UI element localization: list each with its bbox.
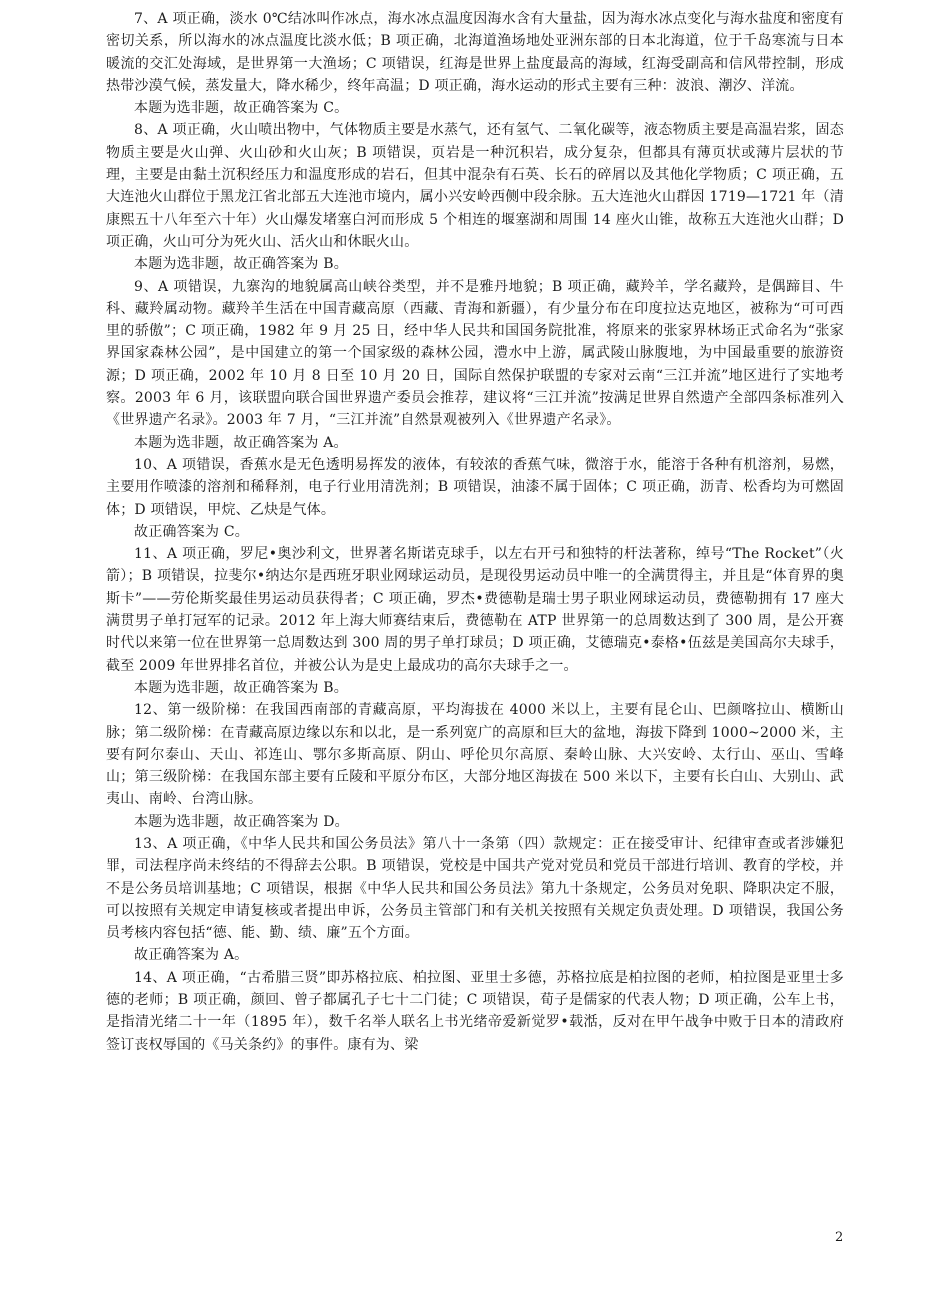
answer-line-q9: 本题为选非题，故正确答案为 A。 [134,434,348,451]
explanation-q13: 13、A 项正确，《中华人民共和国公务员法》第八十一条第（四）款规定：正在接受审计、纪律审查或者涉嫌犯罪，司法程序尚未终结的不得辞去公职。B 项错误，党校是中国共产党对党员和党员干部进行培训、教育的学校，并不是公务员培训基地；C 项错误，根据《中华人民共和国公务员法》第九十条规定，公务员对免职、降职决定不服，可以按照有关规定申请复核或者提出申诉，公务员主管部门和有关机关按照有关规定负责处理。D 项错误，我国公务员考核内容包括“德、能、勤、绩、廉”五个方面。 [106,835,844,942]
explanation-q8: 8、A 项正确，火山喷出物中，气体物质主要是水蒸气，还有氢气、二氧化碳等，液态物质主要是高温岩浆，固态物质主要是火山弹、火山砂和火山灰；B 项错误，页岩是一种沉积岩，成分复杂，但都具有薄页状或薄片层状的节理，主要是由黏土沉积经压力和温度形成的岩石，但其中混杂有石英、长石的碎屑以及其他化学物质；C 项正确，五大连池火山群位于黑龙江省北部五大连池市境内，属小兴安岭西侧中段余脉。五大连池火山群因 1719—1721 年（清康熙五十八年至六十年）火山爆发堵塞白河而形成 5 个相连的堰塞湖和周围 14 座火山锥，故称五大连池火山群；D 项正确，火山可分为死火山、活火山和休眠火山。 [106,122,844,250]
answer-line-q10: 故正确答案为 C。 [134,523,249,540]
answer-line-q13: 故正确答案为 A。 [134,947,249,964]
answer-block [106,8,844,1056]
explanation-q10: 10、A 项错误，香蕉水是无色透明易挥发的液体，有较浓的香蕉气味，微溶于水，能溶于各种有机溶剂，易燃，主要用作喷漆的溶剂和稀释剂，电子行业用清洗剂；B 项错误，油漆不属于固体；C 项正确，沥青、松香均为可燃固体；D 项错误，甲烷、乙炔是气体。 [106,456,844,518]
answer-line-q8: 本题为选非题，故正确答案为 B。 [134,256,348,273]
answer-line-q11: 本题为选非题，故正确答案为 B。 [134,679,348,696]
document-body [106,0,844,1053]
page-number: 2 [835,1230,844,1245]
explanation-q9: 9、A 项错误，九寨沟的地貌属高山峡谷类型，并不是雅丹地貌；B 项正确，藏羚羊，学名藏羚，是偶蹄目、牛科、藏羚属动物。藏羚羊生活在中国青藏高原（西藏、青海和新疆），有少量分布在印度拉达克地区，被称为“可可西里的骄傲”；C 项正确，1982 年 9 月 25 日，经中华人民共和国国务院批准，将原来的张家界林场正式命名为“张家界国家森林公园”，是中国建立的第一个国家级的森林公园，澧水中上游，属武陵山脉腹地，为中国最重要的旅游资源；D 项正确，2002 年 10 月 8 日至 10 月 20 日，国际自然保护联盟的专家对云南“三江并流”地区进行了实地考察。2003 年 6 月，该联盟向联合国世界遗产委员会推荐，建议将“三江并流”按满足世界自然遗产全部四条标准列入《世界遗产名录》。2003 年 7 月，“三江并流”自然景观被列入《世界遗产名录》。 [106,278,844,429]
explanation-q7: 7、A 项正确，淡水 0℃结冰叫作冰点，海水冰点温度因海水含有大量盐，因为海水冰点变化与海水盐度和密度有密切关系，所以海水的冰点温度比淡水低；B 项正确，北海道渔场地处亚洲东部的日本北海道，位于千岛寒流与日本暖流的交汇处海域，是世界第一大渔场；C 项错误，红海是世界上盐度最高的海域，红海受副高和信风带控制，形成热带沙漠气候，蒸发量大，降水稀少，终年高温；D 项正确，海水运动的形式主要有三种：波浪、潮汐、洋流。 [106,11,844,94]
explanation-q12: 12、第一级阶梯：在我国西南部的青藏高原，平均海拔在 4000 米以上，主要有昆仑山、巴颜喀拉山、横断山脉；第二级阶梯：在青藏高原边缘以东和以北，是一系列宽广的高原和巨大的盆地，海拔下降到 1000~2000 米，主要有阿尔泰山、天山、祁连山、鄂尔多斯高原、阴山、呼伦贝尔高原、秦岭山脉、大兴安岭、太行山、巫山、雪峰山；第三级阶梯：在我国东部主要有丘陵和平原分布区，大部分地区海拔在 500 米以下，主要有长白山、大别山、武夷山、南岭、台湾山脉。 [106,702,844,808]
explanation-q14: 14、A 项正确，“古希腊三贤”即苏格拉底、柏拉图、亚里士多德，苏格拉底是柏拉图的老师，柏拉图是亚里士多德的老师；B 项正确，颜回、曾子都属孔子七十二门徒；C 项错误，荀子是儒家的代表人物；D 项正确，公车上书，是指清光绪二十一年（1895 年），数千名举人联名上书光绪帝爱新觉罗•载湉，反对在甲午战争中败于日本的清政府签订丧权辱国的《马关条约》的事件。康有为、梁 [106,969,844,1053]
answer-line-q12: 本题为选非题，故正确答案为 D。 [134,813,349,830]
explanation-q11: 11、A 项正确，罗尼•奥沙利文，世界著名斯诺克球手，以左右开弓和独特的杆法著称，绰号“The Rocket”（火箭）；B 项错误，拉斐尔•纳达尔是西班牙职业网球运动员，是现役男运动员中唯一的全满贯得主，并且是“体育界的奥斯卡”——劳伦斯奖最佳男运动员获得者；C 项正确，罗杰•费德勒是瑞士男子职业网球运动员，费德勒拥有 17 座大满贯男子单打冠军的记录。2012 年上海大师赛结束后，费德勒在 ATP 世界第一的总周数达到了 300 周，是公开赛时代以来第一位在世界第一总周数达到 300 周的男子单打球员；D 项正确，艾德瑞克•泰格•伍兹是美国高尔夫球手，截至 2009 年世界排名首位，并被公认为是史上最成功的高尔夫球手之一。 [106,546,844,674]
answer-line-q7: 本题为选非题，故正确答案为 C。 [134,100,349,117]
